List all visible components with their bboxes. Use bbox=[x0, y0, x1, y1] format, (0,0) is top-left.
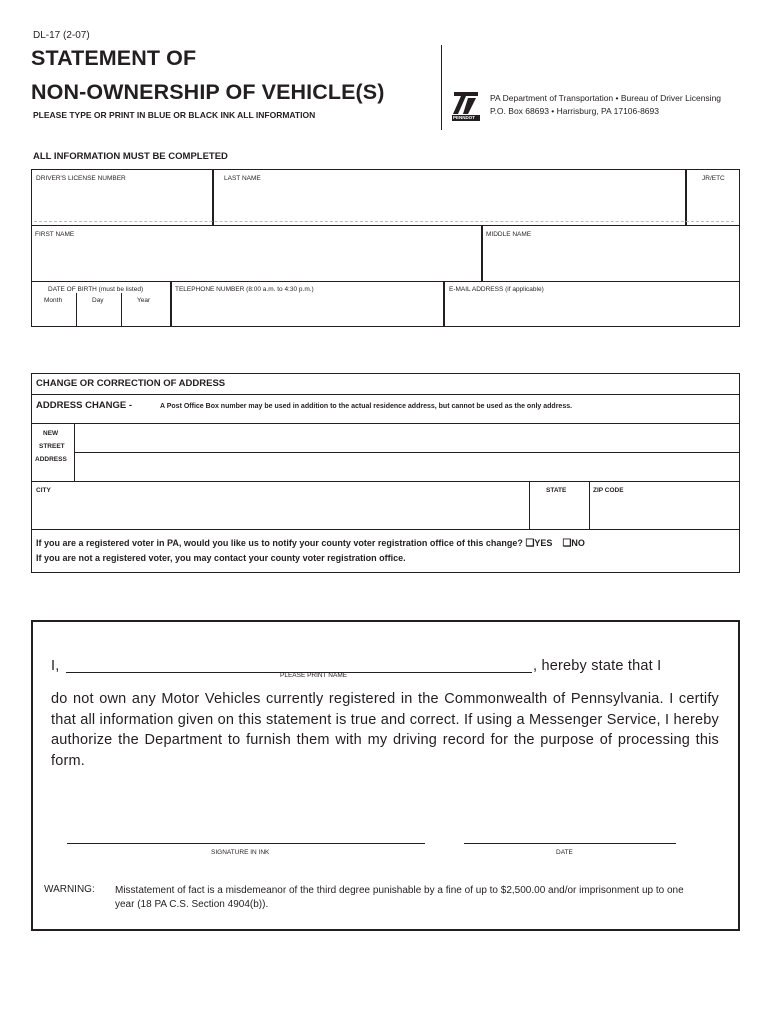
address-section-title: CHANGE OR CORRECTION OF ADDRESS bbox=[36, 378, 226, 389]
no-checkbox[interactable]: ❏ bbox=[562, 538, 572, 549]
date-line bbox=[464, 843, 676, 844]
statement-hereby: , hereby state that I bbox=[533, 658, 662, 674]
dob-month-input[interactable] bbox=[33, 306, 75, 326]
street-label: STREET bbox=[39, 443, 65, 450]
yes-label: YES bbox=[534, 538, 553, 548]
address-label: ADDRESS bbox=[35, 456, 67, 463]
dob-year-label: Year bbox=[137, 297, 151, 304]
middle-name-label: MIDDLE NAME bbox=[486, 231, 532, 238]
middle-name-input[interactable] bbox=[485, 240, 738, 280]
print-name-input[interactable] bbox=[66, 655, 532, 673]
telephone-label: TELEPHONE NUMBER (8:00 a.m. to 4:30 p.m.) bbox=[175, 286, 314, 293]
street-address-line1-input[interactable] bbox=[76, 425, 738, 451]
last-name-label: LAST NAME bbox=[224, 175, 261, 182]
drivers-license-label: DRIVER'S LICENSE NUMBER bbox=[36, 175, 126, 182]
header-divider bbox=[441, 45, 442, 130]
drivers-license-input[interactable] bbox=[33, 184, 210, 224]
warning-label: WARNING: bbox=[44, 884, 95, 895]
dob-day-input[interactable] bbox=[78, 306, 120, 326]
dob-month-label: Month bbox=[44, 297, 63, 304]
statement-body: do not own any Motor Vehicles currently registered in the Commonwealth of Pennsylvania. I certify that all information given on this statement is true and correct. If using a Messenger Service, I hereby authorize the Department to furnish them with my driving record for the purpose of processing this form. bbox=[51, 691, 719, 769]
form-number: DL-17 (2-07) bbox=[33, 30, 90, 41]
voter-note: If you are not a registered voter, you may contact your county voter registration office. bbox=[36, 553, 406, 563]
jr-label: JR/ETC bbox=[702, 175, 725, 182]
no-label: NO bbox=[571, 538, 585, 548]
first-name-input[interactable] bbox=[33, 240, 479, 280]
logo-text: PENNDOT bbox=[453, 115, 476, 120]
warning-text: Misstatement of fact is a misdemeanor of the third degree punishable by a fine of up to $2,500.00 and/or imprisonment up to one year (18 PA C.S. Section 4904(b)). bbox=[115, 885, 684, 910]
penndot-logo-icon bbox=[452, 90, 480, 122]
email-input[interactable] bbox=[447, 295, 738, 326]
form-title-line2: NON-OWNERSHIP OF VEHICLE(S) bbox=[31, 80, 385, 104]
zip-label: ZIP CODE bbox=[593, 487, 624, 494]
form-title-line1: STATEMENT OF bbox=[31, 46, 197, 70]
email-label: E-MAIL ADDRESS (if applicable) bbox=[449, 286, 544, 293]
city-input[interactable] bbox=[33, 497, 527, 528]
signature-input[interactable] bbox=[67, 815, 425, 843]
statement-intro: I, bbox=[51, 658, 60, 674]
agency-address: P.O. Box 68693 • Harrisburg, PA 17106-8693 bbox=[490, 106, 659, 116]
street-address-line2-input[interactable] bbox=[76, 454, 738, 480]
voter-question-text: If you are a registered voter in PA, would you like us to notify your county voter registration office of this change? bbox=[36, 538, 523, 548]
state-input[interactable] bbox=[531, 497, 587, 528]
signature-line bbox=[67, 843, 425, 844]
date-input[interactable] bbox=[464, 815, 676, 843]
zip-input[interactable] bbox=[591, 497, 738, 528]
dob-day-label: Day bbox=[92, 297, 104, 304]
dob-label: DATE OF BIRTH (must be listed) bbox=[48, 286, 144, 293]
personal-section-title: ALL INFORMATION MUST BE COMPLETED bbox=[33, 151, 228, 162]
print-name-label: PLEASE PRINT NAME bbox=[280, 672, 348, 679]
signature-label: SIGNATURE IN INK bbox=[211, 849, 270, 856]
first-name-label: FIRST NAME bbox=[35, 231, 75, 238]
jr-input[interactable] bbox=[689, 184, 738, 224]
last-name-input[interactable] bbox=[216, 184, 683, 224]
address-change-note: A Post Office Box number may be used in addition to the actual residence address, but cannot be used as the only address. bbox=[160, 403, 573, 410]
new-label: NEW bbox=[43, 430, 59, 437]
city-label: CITY bbox=[36, 487, 51, 494]
address-change-label: ADDRESS CHANGE - bbox=[36, 400, 133, 411]
yes-checkbox[interactable]: ❏ bbox=[525, 538, 535, 549]
agency-name: PA Department of Transportation • Bureau of Driver Licensing bbox=[490, 93, 722, 103]
voter-question bbox=[36, 538, 585, 549]
date-label: DATE bbox=[556, 849, 573, 856]
state-label: STATE bbox=[546, 487, 567, 494]
telephone-input[interactable] bbox=[174, 295, 441, 326]
ink-instruction: PLEASE TYPE OR PRINT IN BLUE OR BLACK INK ALL INFORMATION bbox=[33, 110, 316, 120]
dob-year-input[interactable] bbox=[123, 306, 169, 326]
